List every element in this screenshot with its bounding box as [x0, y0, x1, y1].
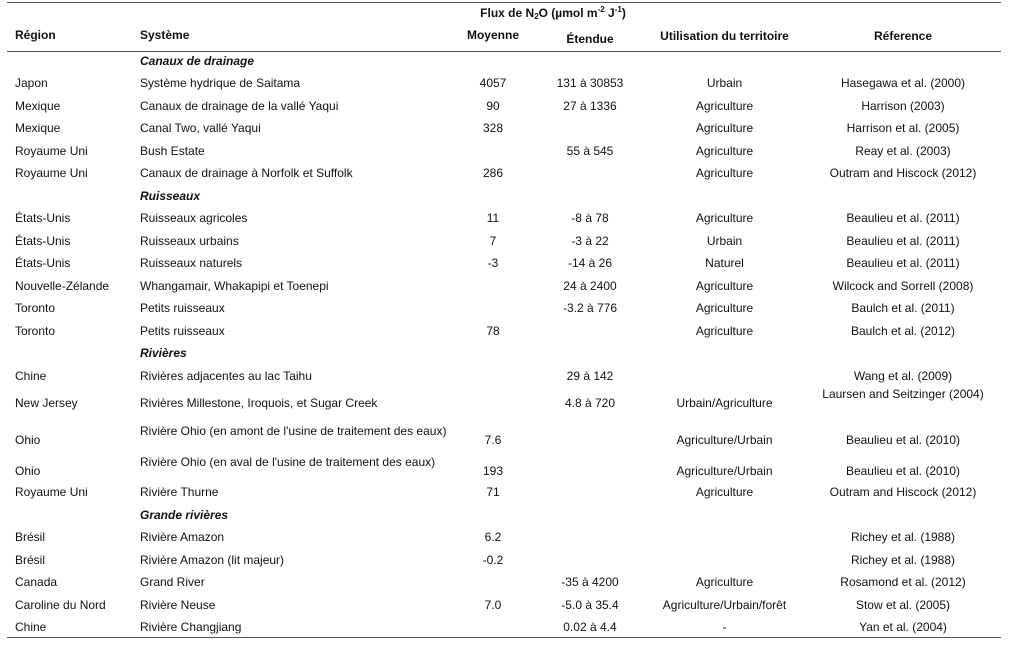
- system-cell: Rivière Ohio (en aval de l'usine de traitement des eaux): [140, 455, 436, 469]
- utilisation-cell: Agriculture: [695, 575, 754, 589]
- section-label: Ruisseaux: [140, 189, 201, 203]
- system-cell: Rivière Thurne: [140, 485, 219, 499]
- system-cell: Rivière Neuse: [140, 598, 216, 612]
- reference-cell: Baulch et al. (2012): [850, 324, 956, 338]
- moyenne-cell: -0.2: [482, 553, 504, 567]
- moyenne-cell: 4057: [479, 76, 507, 90]
- section-header-row: [0, 51, 1019, 73]
- system-cell: Petits ruisseaux: [140, 324, 225, 338]
- reference-cell: Baulch et al. (2011): [851, 301, 955, 315]
- system-cell: Rivière Ohio (en amont de l'usine de traitement des eaux): [140, 424, 447, 438]
- system-cell: Canal Two, vallé Yaqui: [140, 121, 261, 135]
- moyenne-cell: 11: [486, 211, 500, 225]
- flux-close: ): [621, 6, 626, 20]
- header-reference: Réference: [873, 29, 933, 43]
- utilisation-cell: Agriculture: [695, 279, 754, 293]
- region-cell: New Jersey: [15, 396, 78, 410]
- reference-cell: Beaulieu et al. (2010): [845, 433, 961, 447]
- table-row: [0, 208, 1019, 230]
- reference-cell: Harrison et al. (2005): [846, 121, 960, 135]
- region-cell: Chine: [15, 620, 47, 634]
- reference-cell: Richey et al. (1988): [850, 530, 956, 544]
- flux-unit-j: J: [604, 6, 615, 20]
- system-cell: Rivière Amazon: [140, 530, 225, 544]
- region-cell: États-Unis: [15, 256, 71, 270]
- section-header-row: [0, 343, 1019, 365]
- system-cell: Bush Estate: [140, 144, 205, 158]
- etendue-cell: -3 à 22: [571, 234, 609, 248]
- etendue-cell: 24 à 2400: [563, 279, 617, 293]
- etendue-cell: 29 à 142: [566, 369, 614, 383]
- etendue-cell: -35 à 4200: [561, 575, 619, 589]
- flux-unit: O (µmol m: [538, 6, 598, 20]
- section-label: Canaux de drainage: [140, 54, 255, 68]
- utilisation-cell: Agriculture: [695, 144, 754, 158]
- reference-cell: Laursen and Seitzinger (2004): [822, 387, 984, 401]
- system-cell: Whangamair, Whakapipi et Toenepi: [140, 279, 329, 293]
- reference-cell: Beaulieu et al. (2010): [845, 464, 961, 478]
- utilisation-cell: Urbain/Agriculture: [676, 396, 773, 410]
- reference-cell: Wang et al. (2009): [853, 369, 953, 383]
- table-row: [0, 572, 1019, 594]
- flux-exponent-j: -1: [614, 5, 622, 14]
- region-cell: États-Unis: [15, 211, 71, 225]
- etendue-cell: 27 à 1336: [563, 99, 617, 113]
- header-region: Région: [15, 28, 56, 42]
- utilisation-cell: Agriculture: [695, 301, 754, 315]
- table-row: [0, 388, 1019, 410]
- table-top-rule: [7, 2, 1001, 3]
- utilisation-cell: Agriculture: [695, 211, 754, 225]
- etendue-cell: 131 à 30853: [556, 76, 624, 90]
- moyenne-cell: -3: [487, 256, 499, 270]
- system-cell: Rivières adjacentes au lac Taihu: [140, 369, 312, 383]
- reference-cell: Yan et al. (2004): [859, 620, 947, 634]
- utilisation-cell: Urbain: [706, 234, 743, 248]
- system-cell: Rivières Millestone, Iroquois, et Sugar Creek: [140, 396, 378, 410]
- system-cell: Canaux de drainage de la vallé Yaqui: [140, 99, 339, 113]
- reference-cell: Richey et al. (1988): [850, 553, 956, 567]
- region-cell: Caroline du Nord: [15, 598, 106, 612]
- reference-cell: Reay et al. (2003): [855, 144, 951, 158]
- region-cell: Nouvelle-Zélande: [15, 279, 110, 293]
- table-row: [0, 550, 1019, 572]
- table-row: [0, 253, 1019, 275]
- table-row: [0, 366, 1019, 388]
- moyenne-cell: 286: [482, 166, 504, 180]
- table-row: [0, 298, 1019, 320]
- etendue-cell: -5.0 à 35.4: [561, 598, 619, 612]
- utilisation-cell: Agriculture: [695, 166, 754, 180]
- table-row: [0, 163, 1019, 185]
- header-etendue: Étendue: [566, 32, 614, 46]
- reference-cell: Stow et al. (2005): [855, 598, 951, 612]
- header-system: Système: [140, 28, 190, 42]
- moyenne-cell: 71: [486, 485, 500, 499]
- table-row: [0, 276, 1019, 298]
- table-row: [0, 231, 1019, 253]
- utilisation-cell: Agriculture: [695, 99, 754, 113]
- system-cell: Ruisseaux agricoles: [140, 211, 248, 225]
- reference-cell: Rosamond et al. (2012): [840, 575, 966, 589]
- table-row: [0, 141, 1019, 163]
- etendue-cell: -8 à 78: [571, 211, 609, 225]
- table-row: [0, 73, 1019, 95]
- table-row: [0, 425, 1019, 447]
- region-cell: Ohio: [15, 464, 41, 478]
- table-row: [0, 118, 1019, 140]
- reference-cell: Beaulieu et al. (2011): [846, 256, 960, 270]
- region-cell: Brésil: [15, 530, 46, 544]
- system-cell: Rivière Changjiang: [140, 620, 242, 634]
- region-cell: États-Unis: [15, 234, 71, 248]
- moyenne-cell: 193: [482, 464, 504, 478]
- etendue-cell: 55 à 545: [566, 144, 614, 158]
- reference-cell: Harrison (2003): [861, 99, 945, 113]
- reference-cell: Outram and Hiscock (2012): [829, 166, 977, 180]
- header-utilisation: Utilisation du territoire: [660, 29, 789, 43]
- utilisation-cell: Agriculture/Urbain: [676, 433, 773, 447]
- region-cell: Toronto: [15, 301, 56, 315]
- moyenne-cell: 328: [482, 121, 504, 135]
- moyenne-cell: 7.0: [484, 598, 502, 612]
- region-cell: Chine: [15, 369, 47, 383]
- system-cell: Petits ruisseaux: [140, 301, 225, 315]
- region-cell: Mexique: [15, 99, 61, 113]
- flux-exponent-m: -2: [597, 5, 605, 14]
- utilisation-cell: -: [722, 620, 727, 634]
- section-header-row: [0, 186, 1019, 208]
- utilisation-cell: Agriculture: [695, 485, 754, 499]
- region-cell: Toronto: [15, 324, 56, 338]
- header-flux-group: [458, 6, 648, 20]
- system-cell: Ruisseaux urbains: [140, 234, 239, 248]
- region-cell: Japon: [15, 76, 48, 90]
- etendue-cell: -3.2 à 776: [562, 301, 618, 315]
- reference-cell: Beaulieu et al. (2011): [846, 211, 960, 225]
- etendue-cell: 0.02 à 4.4: [563, 620, 617, 634]
- section-label: Rivières: [140, 346, 187, 360]
- table-row: [0, 595, 1019, 617]
- flux-prefix: Flux de N: [480, 6, 535, 20]
- region-cell: Brésil: [15, 553, 46, 567]
- utilisation-cell: Agriculture: [695, 324, 754, 338]
- section-label: Grande rivières: [140, 508, 229, 522]
- moyenne-cell: 6.2: [484, 530, 502, 544]
- region-cell: Ohio: [15, 433, 41, 447]
- table-row: [0, 527, 1019, 549]
- utilisation-cell: Agriculture/Urbain: [676, 464, 773, 478]
- moyenne-cell: 78: [486, 324, 500, 338]
- reference-cell: Hasegawa et al. (2000): [840, 76, 966, 90]
- region-cell: Royaume Uni: [15, 485, 88, 499]
- system-cell: Canaux de drainage à Norfolk et Suffolk: [140, 166, 353, 180]
- header-moyenne: Moyenne: [466, 28, 519, 42]
- table-row: [0, 456, 1019, 478]
- table-row: [0, 482, 1019, 504]
- utilisation-cell: Naturel: [705, 256, 744, 270]
- table-row: [0, 617, 1019, 639]
- system-cell: Rivière Amazon (lit majeur): [140, 553, 285, 567]
- region-cell: Royaume Uni: [15, 144, 88, 158]
- moyenne-cell: 7: [489, 234, 497, 248]
- utilisation-cell: Urbain: [706, 76, 743, 90]
- moyenne-cell: 90: [486, 99, 500, 113]
- region-cell: Canada: [15, 575, 58, 589]
- system-cell: Ruisseaux naturels: [140, 256, 243, 270]
- region-cell: Royaume Uni: [15, 166, 88, 180]
- etendue-cell: 4.8 à 720: [564, 396, 616, 410]
- reference-cell: Beaulieu et al. (2011): [846, 234, 960, 248]
- utilisation-cell: Agriculture/Urbain/forêt: [662, 598, 787, 612]
- region-cell: Mexique: [15, 121, 61, 135]
- utilisation-cell: Agriculture: [695, 121, 754, 135]
- table-row: [0, 321, 1019, 343]
- flux-subscript: 2: [534, 12, 539, 21]
- moyenne-cell: 7.6: [484, 433, 502, 447]
- section-header-row: [0, 505, 1019, 527]
- reference-cell: Wilcock and Sorrell (2008): [832, 279, 974, 293]
- reference-cell: Outram and Hiscock (2012): [829, 485, 977, 499]
- table-row: [0, 96, 1019, 118]
- etendue-cell: -14 à 26: [567, 256, 613, 270]
- system-cell: Système hydrique de Saitama: [140, 76, 301, 90]
- system-cell: Grand River: [140, 575, 205, 589]
